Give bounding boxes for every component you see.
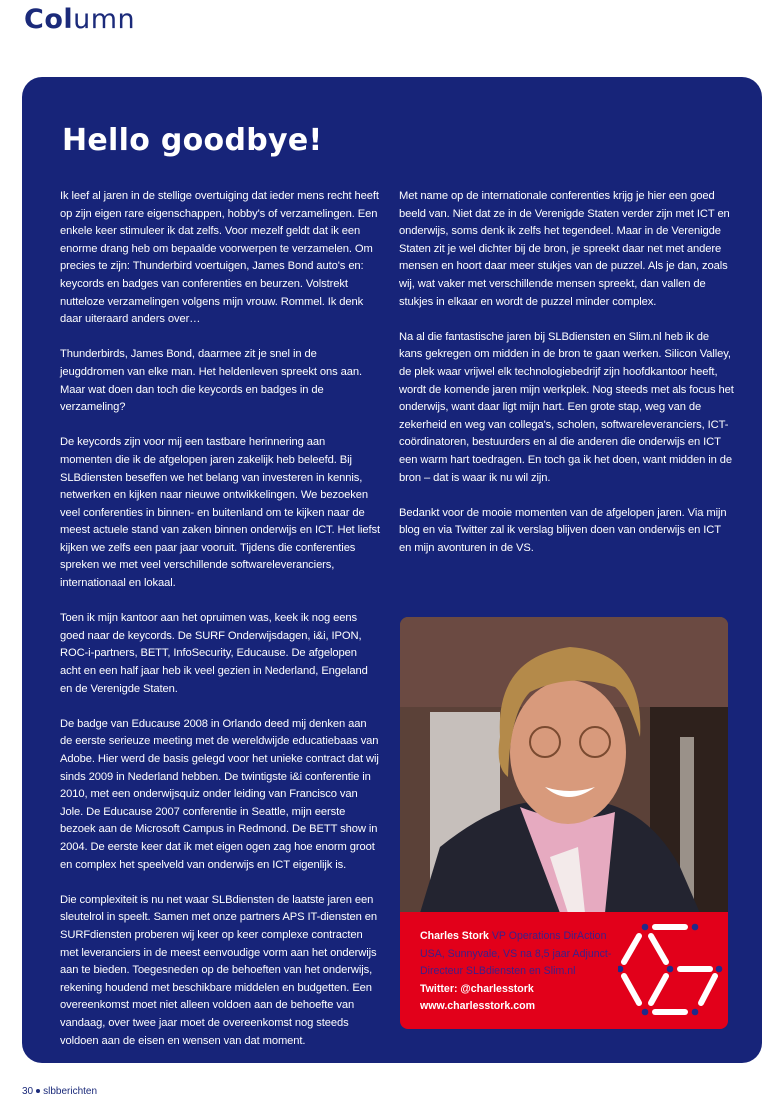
logo-dot	[692, 1009, 699, 1016]
paragraph: Die complexiteit is nu net waar SLBdiensten de laatste jaren een sleutelrol in speelt. Samen met onze partners APS IT-diensten en SURFdiensten proberen wij keer op keer complexe contracten met leveranciers in de meest eenvoudige vorm aan het onderwijs aan te bieden. Toegesneden op de behoeften van het onderwijs, rekening houdend met beschikbare middelen en budgetten. Een overeenkomst moet niet alleen voldoen aan de behoefte van vandaag, over twee jaar moet de overeenkomst nog steeds voldoen aan de eisen en wensen van dat moment.	[60, 893, 377, 1047]
section-label-bold: Co	[24, 4, 64, 35]
page-footer	[22, 1086, 97, 1097]
left-column	[60, 188, 380, 1068]
logo-dot	[692, 924, 699, 931]
portrait-illustration	[400, 617, 728, 913]
section-label-light: umn	[73, 4, 136, 35]
paragraph: Na al die fantastische jaren bij SLBdiensten en Slim.nl heb ik de kans gekregen om midden in de bron te gaan werken. Silicon Valley, de plek waar vrijwel elk technologiebedrijf zijn hoofdkantoor heeft, wordt de komende jaren mijn werkplek. Nog steeds met als focus het onderwijs, want daar ligt mijn hart. Een grote stap, weg van de zekerheid en weg van collega's, scholen, softwareleveranciers, ICT-coördinatoren, bestuurders en al die anderen die onderwijs en ICT een warm hart toedragen. En toch ga ik het doen, want midden in de bron – dat is waar ik nu wil zijn.	[399, 330, 734, 484]
face	[510, 680, 626, 824]
paragraph: Bedankt voor de mooie momenten van de afgelopen jaren. Via mijn blog en via Twitter zal ik verslag blijven doen van onderwijs en ICT en mijn avonturen in de VS.	[399, 506, 727, 554]
author-website[interactable]: www.charlesstork.com	[420, 1000, 536, 1012]
author-bio-box	[400, 912, 728, 1029]
article-title: Hello goodbye!	[62, 123, 323, 158]
page-number: 30	[22, 1086, 34, 1097]
slb-hexagon-logo-icon	[618, 914, 728, 1026]
logo-bar-lower-left-b	[651, 976, 666, 1003]
author-role: VP Operations DirAction USA, Sunnyvale, VS na 8,5 jaar Adjunct-Directeur SLBdiensten en Slim.nl	[420, 930, 612, 977]
right-column	[399, 188, 734, 575]
author-bio	[420, 928, 625, 1016]
author-name: Charles Stork	[420, 930, 489, 942]
paragraph: Thunderbirds, James Bond, daarmee zit je snel in de jeugddromen van elke man. Het heldenleven spreekt ons aan. Maar wat doen dan toch die keycords en badges in de verzameling?	[60, 348, 363, 414]
paragraph: De badge van Educause 2008 in Orlando deed mij denken aan de eerste serieuze meeting met de wereldwijde educatiebaas van Adobe. Hier werd de basis gelegd voor het unieke contract dat wij sinds 2009 in Nederland hebben. De twintigste i&i conferentie in 2010, met een onderwijsquiz onder leiding van Francisco van Jole. De Educause 2007 conferentie in Seattle, mijn eerste bezoek aan de Microsoft Campus in Redmond. De BETT show in 2004. De eerste keer dat ik met eigen ogen zag hoe enorm groot en complex het speelveld van onderwijs en ICT eigenlijk is.	[60, 717, 379, 871]
logo-dot	[716, 966, 723, 973]
section-label	[24, 4, 135, 35]
logo-bar-lower-left-a	[624, 976, 639, 1003]
logo-bar-right	[701, 976, 715, 1003]
logo-dot	[618, 966, 623, 973]
logo-dot	[642, 1009, 649, 1016]
paragraph: Toen ik mijn kantoor aan het opruimen was, keek ik nog eens goed naar de keycords. De SURF Onderwijsdagen, i&i, IPON, ROC-i-partners, BETT, InfoSecurity, Educause. De afgelopen acht en een half jaar heb ik veel gezien in Nederland, Engeland en de Verenigde Staten.	[60, 612, 368, 695]
publication-name: slbberichten	[43, 1086, 98, 1097]
article-panel	[22, 77, 762, 1063]
logo-dot	[642, 924, 649, 931]
author-twitter[interactable]: Twitter: @charlesstork	[420, 982, 534, 995]
paragraph: Ik leef al jaren in de stellige overtuiging dat ieder mens recht heeft op zijn eigen rare eigenschappen, hobby's of verzamelingen. Een enkele keer stimuleer ik dat zelfs. Voor mezelf geldt dat ik een enorme drang heb om bepaalde voorwerpen te verzamelen. Om precies te zijn: Thunderbird voertuigen, James Bond auto's en: keycords en badges van conferenties en beurzen. Volstrekt nutteloze verzamelingen volgens mijn vrouw. Rommel. Ik denk daar uiteraard anders over…	[60, 190, 379, 326]
logo-bar-upper-left-b	[651, 936, 666, 962]
section-label-mid: l	[63, 4, 74, 35]
logo-bar-upper-left-a	[624, 936, 639, 962]
author-photo	[400, 617, 728, 913]
bullet-dot-icon	[36, 1089, 40, 1093]
logo-dot	[667, 966, 674, 973]
paragraph: De keycords zijn voor mij een tastbare herinnering aan momenten die ik de afgelopen jaren zakelijk heb beleefd. Bij SLBdiensten beseffen we het belang van investeren in kennis, netwerken en kijken naar nieuwe ontwikkelingen. We bezoeken veel conferenties in binnen- en buitenland om te kijken naar de meest actuele stand van zaken binnen onderwijs en ICT. Het liefst kijken we zelfs een paar jaar vooruit. Tijdens die conferenties spreken we met veel verschillende softwareleveranciers, internationaal en lokaal.	[60, 436, 380, 590]
paragraph: Met name op de internationale conferenties krijg je hier een goed beeld van. Niet dat ze in de Verenigde Staten verder zijn met ICT en onderwijs, soms denk ik zelfs het tegendeel. Maar in de Verenigde Staten zit je wel dichter bij de bron, je spreekt daar net met andere mensen en hoort daar meer stukjes van de puzzel. Als je dan, zoals wij, wat vaker met verschillende mensen spreekt, dan vallen de stukjes in elkaar en wordt de puzzel minder complex.	[399, 190, 730, 308]
